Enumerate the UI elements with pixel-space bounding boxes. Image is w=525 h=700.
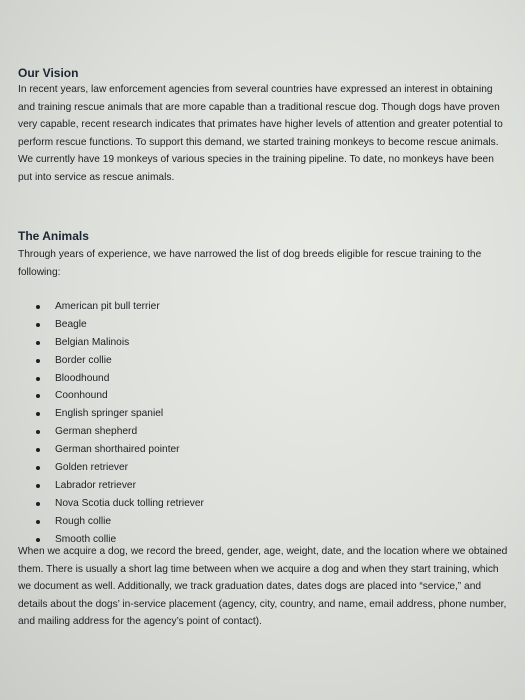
breed-list-item [18,513,498,531]
breed-name: Labrador retriever [55,479,136,491]
bullet-icon [36,484,40,488]
animals-heading: The Animals [18,229,89,243]
breed-list-item [18,387,498,405]
breed-list [18,298,498,548]
breed-list-item [18,459,498,477]
tracking-paragraph: When we acquire a dog, we record the breed, gender, age, weight, date, and the location where we obtained them. There is usually a short lag time between when we acquire a dog and when they start training, which we document as well. Additionally, we track graduation dates, dates dogs are placed into “service,” and details about the dogs’ in-service placement (agency, city, country, and name, email address, phone number, and mailing address for the agency’s point of contact). [18,546,508,628]
bullet-icon [36,394,40,398]
bullet-icon [36,323,40,327]
vision-paragraph: In recent years, law enforcement agencies from several countries have expressed an interest in obtaining and training rescue animals that are more capable than a traditional rescue dog. Though dogs have proven very capable, recent research indicates that primates have higher levels of attention and greater potential to perform rescue functions. To support this demand, we started training monkeys to become rescue animals. We currently have 19 monkeys of various species in the training pipeline. To date, no monkeys have been put into service as rescue animals. [18,84,503,183]
breed-list-item [18,495,498,513]
breed-name: Beagle [55,318,87,330]
breed-name: Rough collie [55,515,112,527]
bullet-icon [36,448,40,452]
breed-list-item [18,316,498,334]
bullet-icon [36,377,40,381]
breed-name: Golden retriever [55,462,129,474]
breed-list-item [18,370,498,388]
bullet-icon [36,412,40,416]
breed-list-item [18,352,498,370]
breed-list-item [18,334,498,352]
breed-name: Border collie [55,354,112,366]
bullet-icon [36,538,40,542]
bullet-icon [36,466,40,470]
vision-heading: Our Vision [18,66,79,80]
breed-list-item [18,298,498,316]
breed-name: Bloodhound [55,372,110,384]
bullet-icon [36,430,40,434]
bullet-icon [36,502,40,506]
breed-list-item [18,441,498,459]
breed-list-item [18,423,498,441]
document-page [18,0,510,700]
breed-name: German shepherd [55,426,138,438]
breed-name: Nova Scotia duck tolling retriever [55,497,204,509]
breed-name: Belgian Malinois [55,336,130,348]
breed-name: English springer spaniel [55,408,164,420]
bullet-icon [36,305,40,309]
bullet-icon [36,520,40,524]
breed-list-item [18,477,498,495]
animals-intro-paragraph: Through years of experience, we have narrowed the list of dog breeds eligible for rescue training to the following: [18,249,482,278]
breed-name: Smooth collie [55,533,117,545]
breed-list-item [18,405,498,423]
breed-name: American pit bull terrier [55,301,160,312]
bullet-icon [36,359,40,363]
breed-name: Coonhound [55,390,108,402]
breed-name: German shorthaired pointer [55,444,180,456]
bullet-icon [36,341,40,345]
